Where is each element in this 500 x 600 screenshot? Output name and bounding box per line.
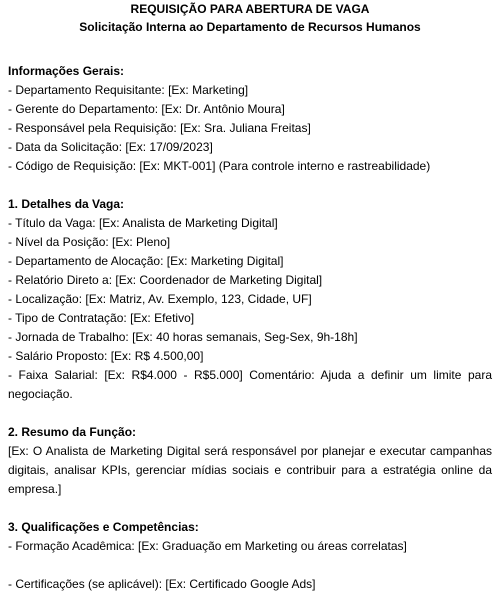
job-details-workload: - Jornada de Trabalho: [Ex: 40 horas semanais, Seg-Sex, 9h-18h]: [8, 330, 358, 344]
role-summary-heading: 2. Resumo da Função:: [8, 425, 137, 439]
general-info-department: - Departamento Requisitante: [Ex: Marketing]: [8, 83, 249, 97]
job-details-level: - Nível da Posição: [Ex: Pleno]: [8, 235, 171, 249]
job-details-title: - Título da Vaga: [Ex: Analista de Marketing Digital]: [8, 216, 278, 230]
document-title: REQUISIÇÃO PARA ABERTURA DE VAGA: [130, 2, 370, 16]
qualifications-education: - Formação Acadêmica: [Ex: Graduação em Marketing ou áreas correlatas]: [8, 539, 407, 553]
general-info-heading: Informações Gerais:: [8, 64, 125, 78]
general-info-requester: - Responsável pela Requisição: [Ex: Sra. Juliana Freitas]: [8, 121, 311, 135]
job-details-salary: - Salário Proposto: [Ex: R$ 4.500,00]: [8, 349, 204, 363]
job-details-heading: 1. Detalhes da Vaga:: [8, 197, 125, 211]
job-details-salary-range: - Faixa Salarial: [Ex: R$4.000 - R$5.000] Comentário: Ajuda a definir um limite para negociação.: [8, 368, 492, 401]
job-details-reports-to: - Relatório Direto a: [Ex: Coordenador de Marketing Digital]: [8, 273, 323, 287]
job-details-location: - Localização: [Ex: Matriz, Av. Exemplo, 123, Cidade, UF]: [8, 292, 312, 306]
job-details-department: - Departamento de Alocação: [Ex: Marketing Digital]: [8, 254, 284, 268]
qualifications-certifications: - Certificações (se aplicável): [Ex: Certificado Google Ads]: [8, 577, 316, 591]
general-info-code: - Código de Requisição: [Ex: MKT-001] (Para controle interno e rastreabilidade): [8, 159, 431, 173]
general-info-manager: - Gerente do Departamento: [Ex: Dr. Antônio Moura]: [8, 102, 285, 116]
general-info-date: - Data da Solicitação: [Ex: 17/09/2023]: [8, 140, 213, 154]
role-summary-text: [Ex: O Analista de Marketing Digital será responsável por planejar e executar campanhas digitais, analisar KPIs, gerenciar mídias sociais e contribuir para a estratégia online da empresa.]: [8, 444, 492, 496]
document-subtitle: Solicitação Interna ao Departamento de Recursos Humanos: [79, 20, 421, 34]
job-details-contract-type: - Tipo de Contratação: [Ex: Efetivo]: [8, 311, 195, 325]
qualifications-heading: 3. Qualificações e Competências:: [8, 520, 199, 534]
